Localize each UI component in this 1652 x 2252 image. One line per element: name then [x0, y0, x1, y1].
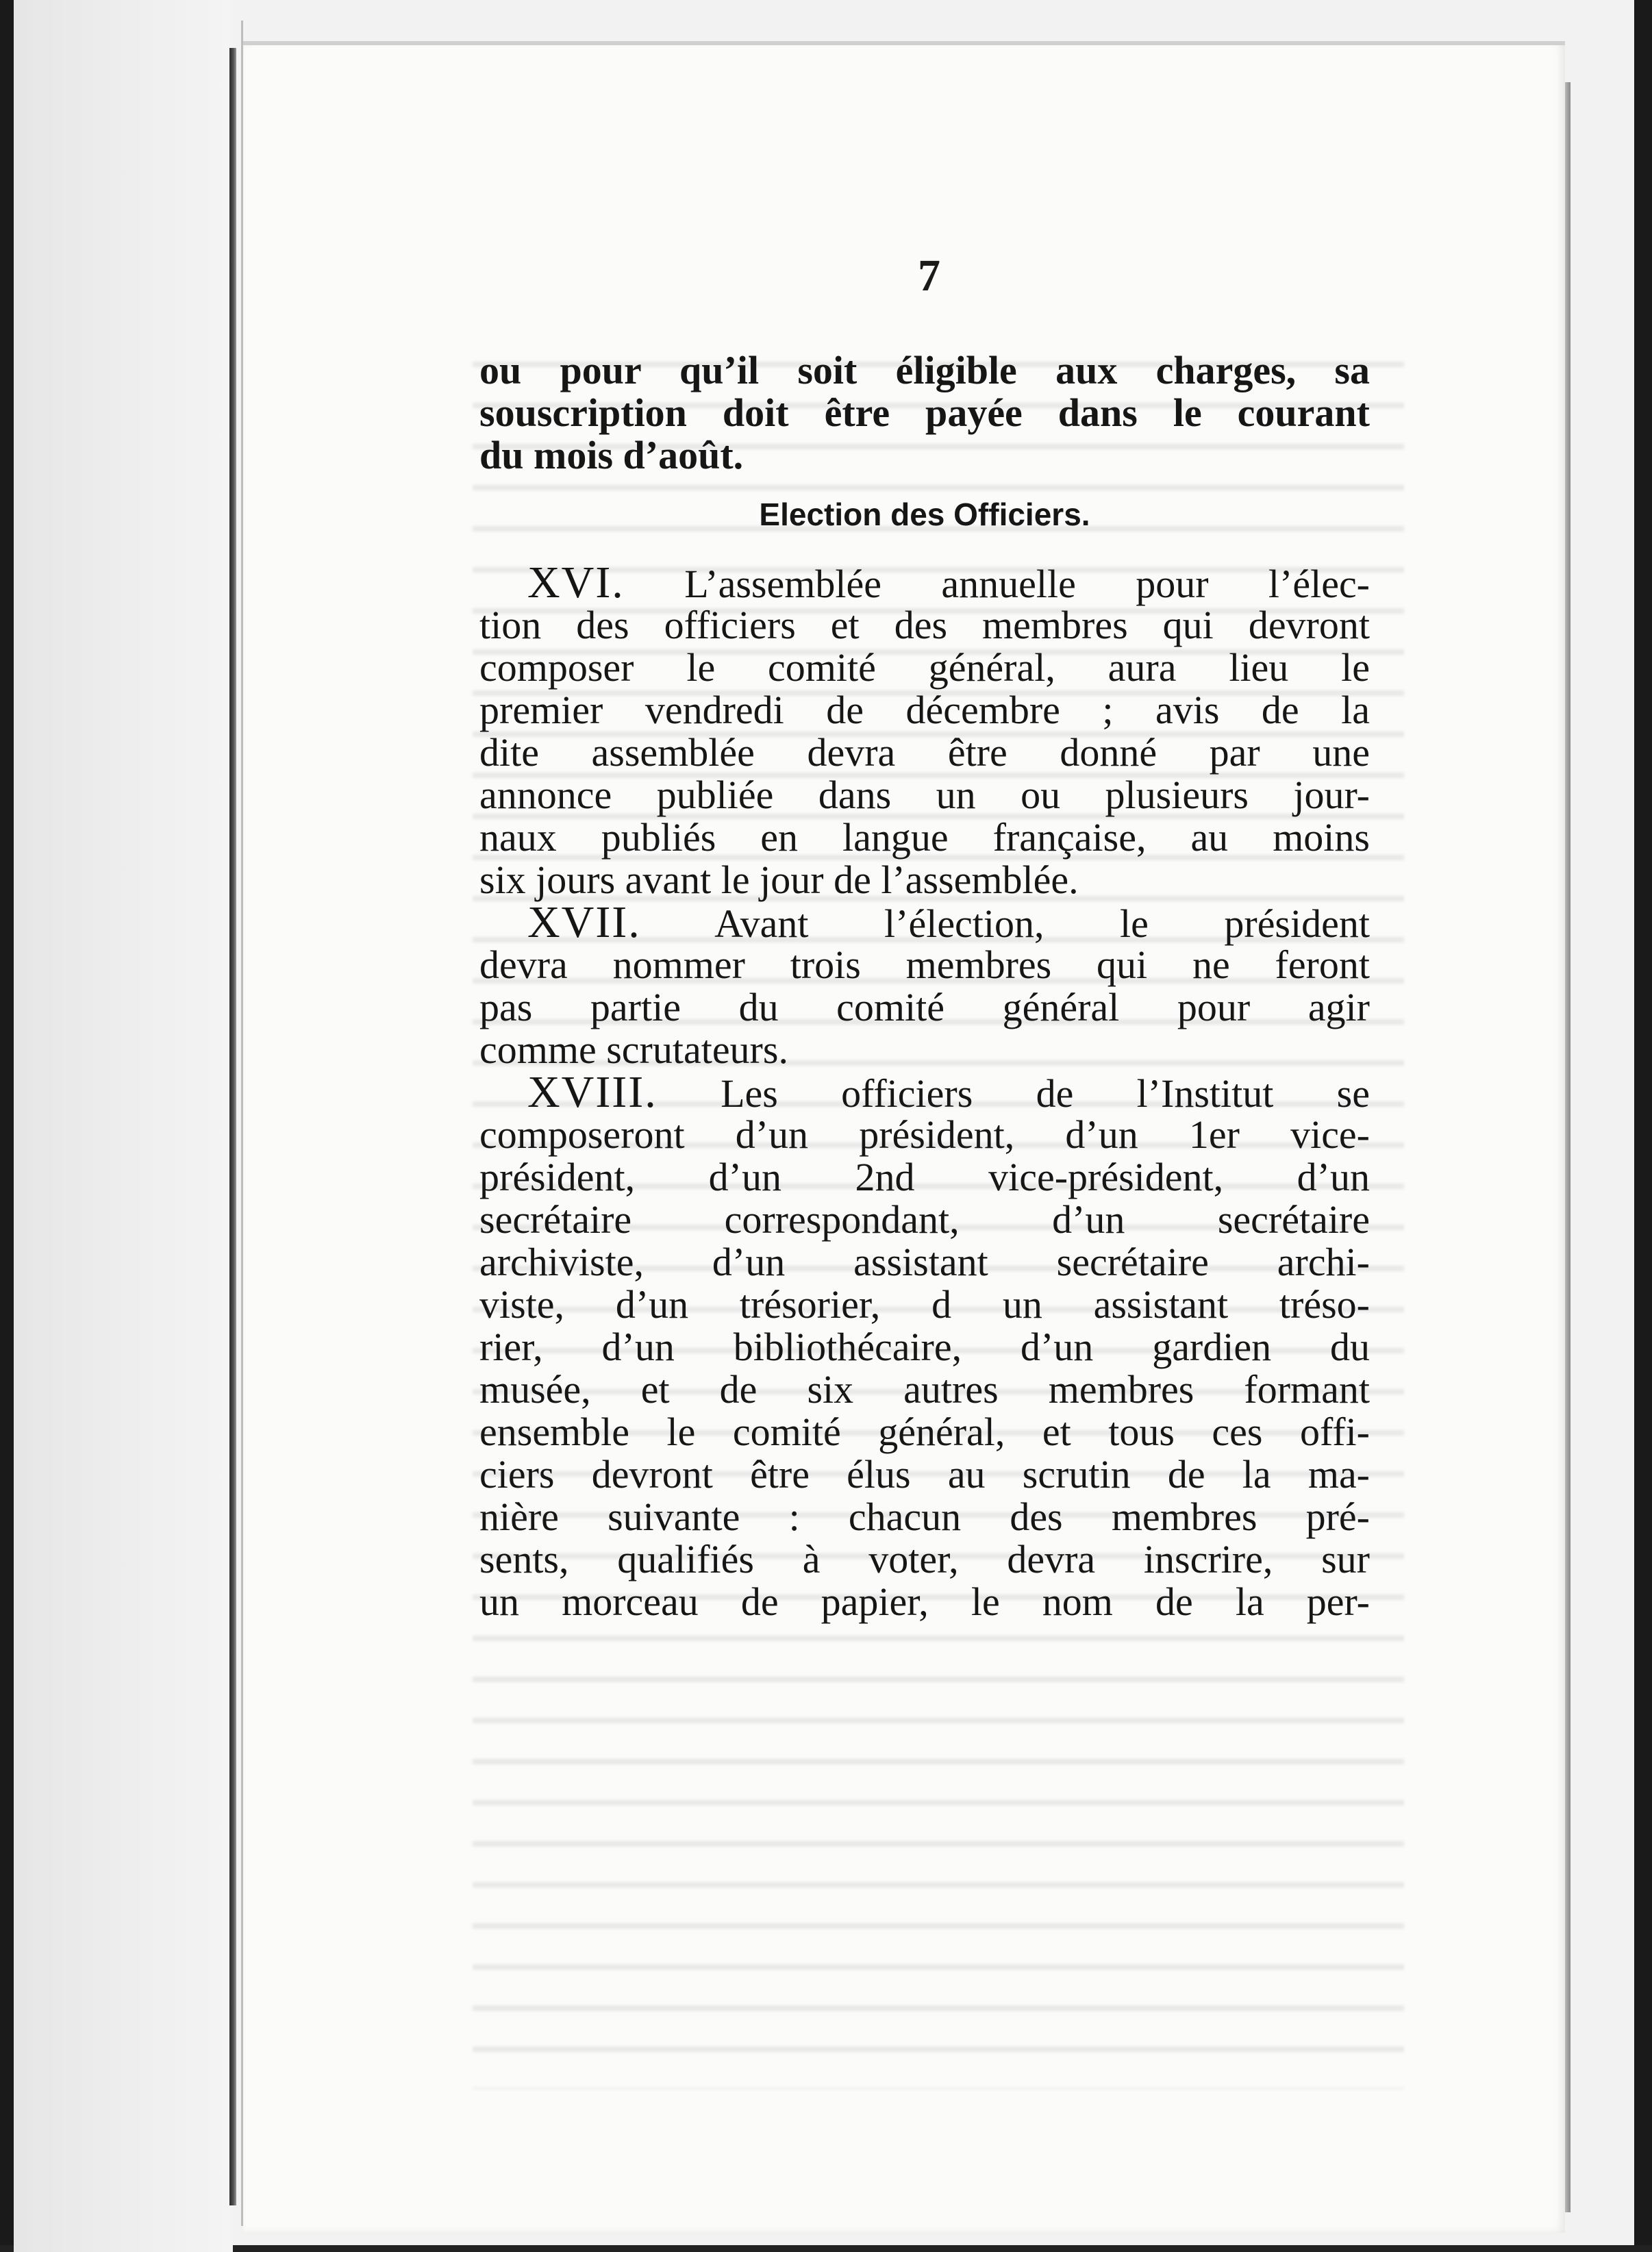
article-line: six jours avant le jour de l’assemblée. — [479, 858, 1079, 902]
continuation-line: souscription doit être payée dans le courant — [479, 390, 1370, 435]
article-line: dite assemblée devra être donné par une — [479, 730, 1370, 775]
article-line: tion des officiers et des membres qui devront — [479, 603, 1370, 647]
article-first-line — [479, 558, 1370, 608]
article-line: rier, d’un bibliothécaire, d’un gardien du — [479, 1325, 1370, 1369]
previous-leaf — [14, 0, 233, 2252]
scan-border-bottom — [0, 2245, 1652, 2252]
article-line: annonce publiée dans un ou plusieurs jour- — [479, 773, 1370, 817]
article-text: Avant l’élection, le président — [714, 901, 1370, 946]
scan-border-right — [1634, 0, 1652, 2252]
page-top-edge — [243, 41, 1565, 45]
previous-leaf-edge — [229, 48, 236, 2205]
article-text: Les officiers de l’Institut se — [721, 1071, 1370, 1116]
article-number: XVI. — [527, 558, 625, 608]
article-line: nière suivante : chacun des membres pré- — [479, 1494, 1370, 1539]
article-number: XVIII. — [527, 1067, 658, 1117]
scan-border-left — [0, 0, 14, 2252]
article-text: L’assemblée annuelle pour l’élec- — [684, 562, 1370, 606]
article-line: premier vendredi de décembre ; avis de la — [479, 688, 1370, 732]
article-line: un morceau de papier, le nom de la per- — [479, 1579, 1370, 1624]
article-number: XVII. — [527, 897, 641, 947]
article-line: pas partie du comité général pour agir — [479, 985, 1370, 1029]
page-number: 7 — [918, 251, 940, 301]
article-line: comme scrutateurs. — [479, 1027, 788, 1072]
article-line: naux publiés en langue française, au moins — [479, 815, 1370, 860]
article-line: devra nommer trois membres qui ne feront — [479, 942, 1370, 987]
article-first-line — [479, 897, 1370, 947]
article-line: ciers devront être élus au scrutin de la ma- — [479, 1452, 1370, 1497]
article-line: secrétaire correspondant, d’un secrétaire — [479, 1197, 1370, 1242]
article-line: composer le comité général, aura lieu le — [479, 645, 1370, 690]
page-right-edge — [1565, 82, 1570, 2212]
continuation-line: du mois d’août. — [479, 433, 744, 477]
article-line: président, d’un 2nd vice-président, d’un — [479, 1155, 1370, 1199]
article-line: ensemble le comité général, et tous ces offi- — [479, 1410, 1370, 1454]
article-line: sents, qualifiés à voter, devra inscrire, sur — [479, 1537, 1370, 1581]
article-first-line — [479, 1067, 1370, 1117]
article-line: musée, et de six autres membres formant — [479, 1367, 1370, 1412]
continuation-line: ou pour qu’il soit éligible aux charges, sa — [479, 348, 1370, 392]
article-line: viste, d’un trésorier, d un assistant tréso- — [479, 1282, 1370, 1327]
article-line: composeront d’un président, d’un 1er vice- — [479, 1112, 1370, 1157]
section-heading: Election des Officiers. — [759, 497, 1090, 532]
page-body — [479, 349, 1370, 1623]
article-line: archiviste, d’un assistant secrétaire archi- — [479, 1240, 1370, 1284]
